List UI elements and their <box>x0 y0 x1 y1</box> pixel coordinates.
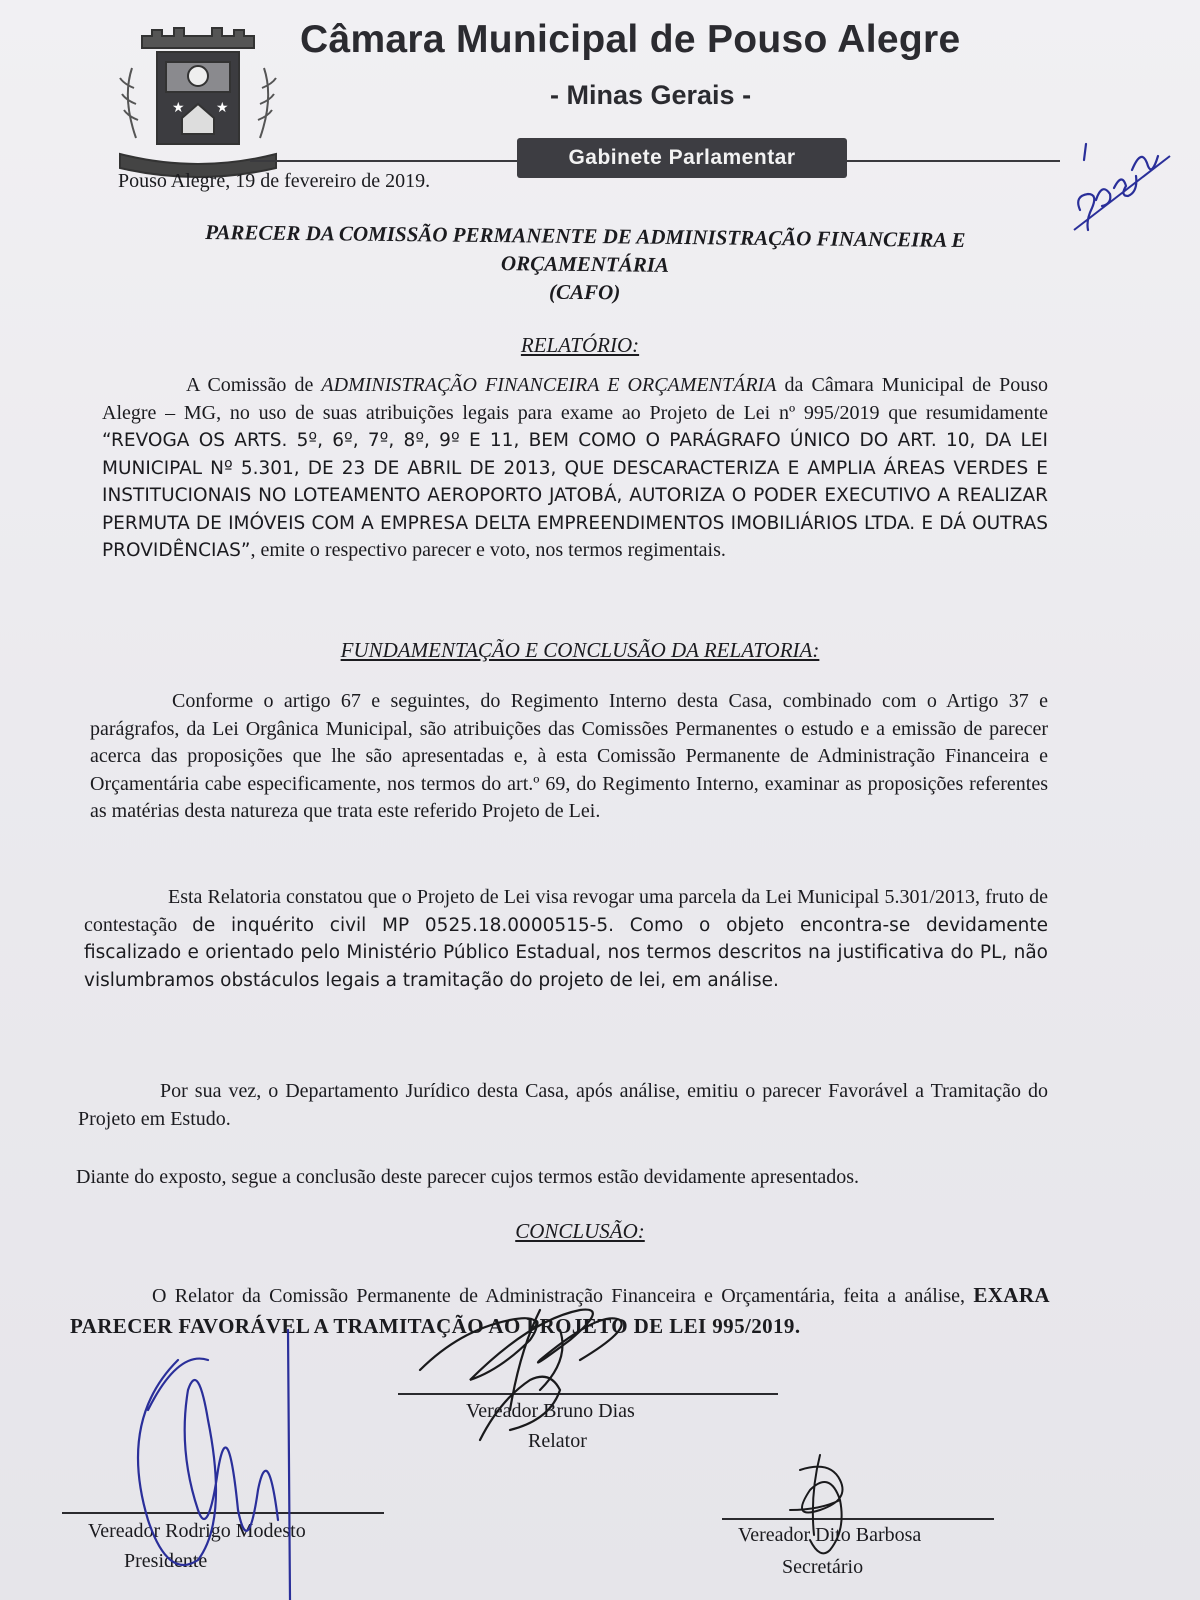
president-role: Presidente <box>124 1550 208 1572</box>
municipal-crest-icon <box>112 8 284 180</box>
conclusao-text: O Relator da Comissão Permanente de Administração Financeira e Orçamentária, feita a análise, <box>152 1285 974 1307</box>
conclusao-paragraph <box>70 1280 1050 1342</box>
relatorio-paragraph <box>102 372 1048 565</box>
title-line-1: PARECER DA COMISSÃO PERMANENTE DE ADMINISTRAÇÃO FINANCEIRA E <box>205 220 966 252</box>
conclusao-heading: CONCLUSÃO: <box>515 1219 645 1243</box>
conclusao-verdict: EXARA PARECER FAVORÁVEL A TRAMITAÇÃO AO PROJETO DE LEI 995/2019. <box>70 1283 1050 1338</box>
relator-role: Relator <box>528 1430 587 1452</box>
handwritten-initials-icon <box>1070 130 1180 240</box>
president-signature-line <box>62 1512 384 1514</box>
secretary-name: Vereador Dito Barbosa <box>738 1524 922 1546</box>
fundamentacao-heading: FUNDAMENTAÇÃO E CONCLUSÃO DA RELATORIA: <box>340 638 820 662</box>
secretary-role: Secretário <box>782 1556 864 1578</box>
fundamentacao-p2-details: de inquérito civil MP 0525.18.0000515-5. Como o objeto encontra-se devidamente fiscalizado e orientado pelo Ministério Público Estadual, nos termos descritos na justificativa do PL, não vislumbramos obstáculos legais a tramitação do projeto de lei, em análise. <box>84 914 1048 991</box>
dateline: Pouso Alegre, 19 de fevereiro de 2019. <box>118 170 431 192</box>
relator-signature-line <box>398 1393 778 1395</box>
document-title <box>120 217 1051 311</box>
relatorio-heading: RELATÓRIO: <box>520 333 640 357</box>
relator-name: Vereador Bruno Dias <box>466 1400 635 1422</box>
fundamentacao-paragraph-2 <box>84 884 1048 994</box>
bill-summary: “REVOGA OS ARTS. 5º, 6º, 7º, 8º, 9º E 11, BEM COMO O PARÁGRAFO ÚNICO DO ART. 10, DA LEI MUNICIPAL Nº 5.301, DE 23 DE ABRIL DE 2013, QUE DESCARACTERIZA E AMPLIA ÁREAS VERDES E INSTITUCIONAIS NO LOTEAMENTO AEROPORTO JATOBÁ, AUTORIZA O PODER EXECUTIVO A REALIZAR PERMUTA DE IMÓVEIS COM A EMPRESA DELTA EMPREENDIMENTOS IMOBILIÁRIOS LTDA. E DÁ OUTRAS PROVIDÊNCIAS” <box>102 430 1048 561</box>
title-line-2: ORÇAMENTÁRIA <box>500 251 670 277</box>
title-line-3: (CAFO) <box>548 279 621 305</box>
svg-text:★: ★ <box>216 101 229 116</box>
relatorio-text-start: A Comissão de <box>186 374 322 396</box>
fundamentacao-paragraph-3: Por sua vez, o Departamento Jurídico desta Casa, após análise, emitiu o parecer Favorável a Tramitação do Projeto em Estudo. <box>78 1080 1048 1130</box>
fundamentacao-paragraph-4: Diante do exposto, segue a conclusão deste parecer cujos termos estão devidamente apresentados. <box>76 1166 860 1188</box>
fundamentacao-p2-start: Esta Relatoria constatou que o Projeto de Lei visa revogar uma parcela da Lei Municipal 5.301/2013, fruto de contestação <box>84 886 1048 936</box>
fundamentacao-paragraph-1: Conforme o artigo 67 e seguintes, do Regimento Interno desta Casa, combinado com o Artigo 37 e parágrafos, da Lei Orgânica Municipal, são atribuições das Comissões Permanentes o estudo e a emissão de parecer acerca das proposições que lhe são apresentadas e, à esta Comissão Permanente de Administração Financeira e Orçamentária cabe especificamente, nos termos do art.º 69, do Regimento Interno, examinar as proposições referentes as matérias desta natureza que trata este referido Projeto de Lei. <box>90 690 1048 822</box>
relatorio-text-end: , emite o respectivo parecer e voto, nos termos regimentais. <box>250 539 726 561</box>
svg-text:★: ★ <box>172 101 185 116</box>
relatorio-text-mid: da Câmara Municipal de Pouso Alegre – MG, no uso de suas atribuições legais para exame ao Projeto de Lei nº 995/2019 que resumidamente <box>102 374 1048 424</box>
secretary-signature-line <box>722 1518 994 1520</box>
office-badge: Gabinete Parlamentar <box>517 138 847 178</box>
institution-name: Câmara Municipal de Pouso Alegre <box>300 18 961 61</box>
president-name: Vereador Rodrigo Modesto <box>88 1520 306 1542</box>
committee-name: ADMINISTRAÇÃO FINANCEIRA E ORÇAMENTÁRIA <box>321 374 777 396</box>
state-name: - Minas Gerais - <box>550 80 752 110</box>
